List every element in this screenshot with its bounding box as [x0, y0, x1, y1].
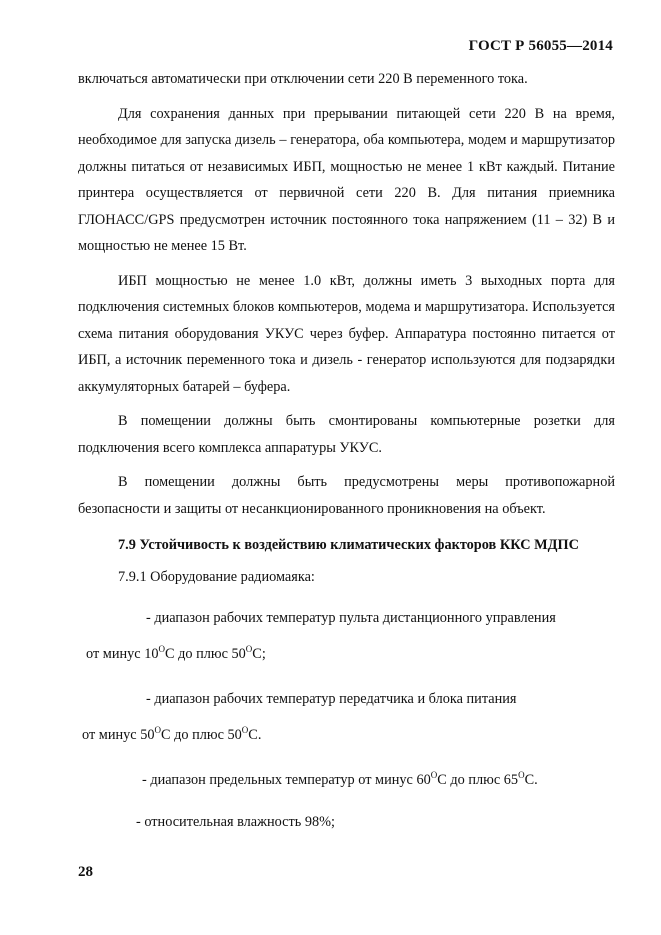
degree-sign: О [518, 769, 525, 780]
list-item-transmitter-temp: - диапазон рабочих температур передатчика и блока питания [146, 690, 517, 707]
paragraph-fire-safety: В помещении должны быть предусмотрены меры противопожарной безопасности и защиты от несанкционированного проникновения на объект. [78, 474, 615, 517]
paragraph-continuation: включаться автоматически при отключении сети 220 В переменного тока. [78, 71, 528, 87]
document-body [78, 66, 615, 836]
range-text: от минус 10 [86, 646, 159, 662]
paragraph-sockets: В помещении должны быть смонтированы компьютерные розетки для подключения всего комплекса аппаратуры УКУС. [78, 413, 615, 456]
degree-sign: О [430, 769, 438, 780]
degree-sign: О [241, 725, 249, 736]
degree-sign: О [158, 644, 165, 655]
degree-sign: О [245, 644, 253, 655]
range-text: С. [524, 771, 538, 788]
range-text: С; [252, 646, 266, 662]
range-text: С до плюс 50 [165, 646, 246, 662]
list-item-humidity: - относительная влажность 98%; [136, 814, 336, 830]
list-item-limit-temp [142, 767, 615, 794]
page-number: 28 [78, 864, 93, 880]
range-text: от минус 50 [82, 727, 155, 743]
range-text: С. [248, 727, 262, 743]
paragraph-ups-ports: ИБП мощностью не менее 1.0 кВт, должны иметь 3 выходных порта для подключения системных блоков компьютеров, модема и маршрутизатора. Используется схема питания оборудования УКУС через буфер. Аппаратура постоянно питается от ИБП, а источник переменного тока и дизель - генератор используются для подзарядки аккумуляторных батарей – буфера. [78, 272, 615, 395]
list-item-transmitter-range [82, 722, 615, 749]
list-item-remote-control-range [86, 641, 615, 668]
range-text: - диапазон предельных температур от минус 60 [142, 771, 431, 788]
section-heading: 7.9 Устойчивость к воздействию климатических факторов ККС МДПС [118, 537, 579, 553]
list-item-remote-control-temp: - диапазон рабочих температур пульта дистанционного управления [146, 609, 556, 626]
degree-sign: О [154, 725, 161, 736]
paragraph-ups-power: Для сохранения данных при прерывании питающей сети 220 В на время, необходимое для запуска дизель – генератора, оба компьютера, модем и маршрутизатор должны питаться от независимых ИБП, мощностью не менее 1 кВт каждый. Питание принтера осуществляется от первичной сети 220 В. Для питания приемника ГЛОНАСС/GPS предусмотрен источник постоянного тока напряжением (11 – 32) В и мощностью не менее 15 Вт. [78, 105, 615, 254]
document-standard-id: ГОСТ Р 56055—2014 [468, 38, 613, 54]
range-text: С до плюс 65 [437, 771, 519, 788]
range-text: С до плюс 50 [161, 727, 242, 743]
subsection-heading: 7.9.1 Оборудование радиомаяка: [118, 569, 315, 585]
